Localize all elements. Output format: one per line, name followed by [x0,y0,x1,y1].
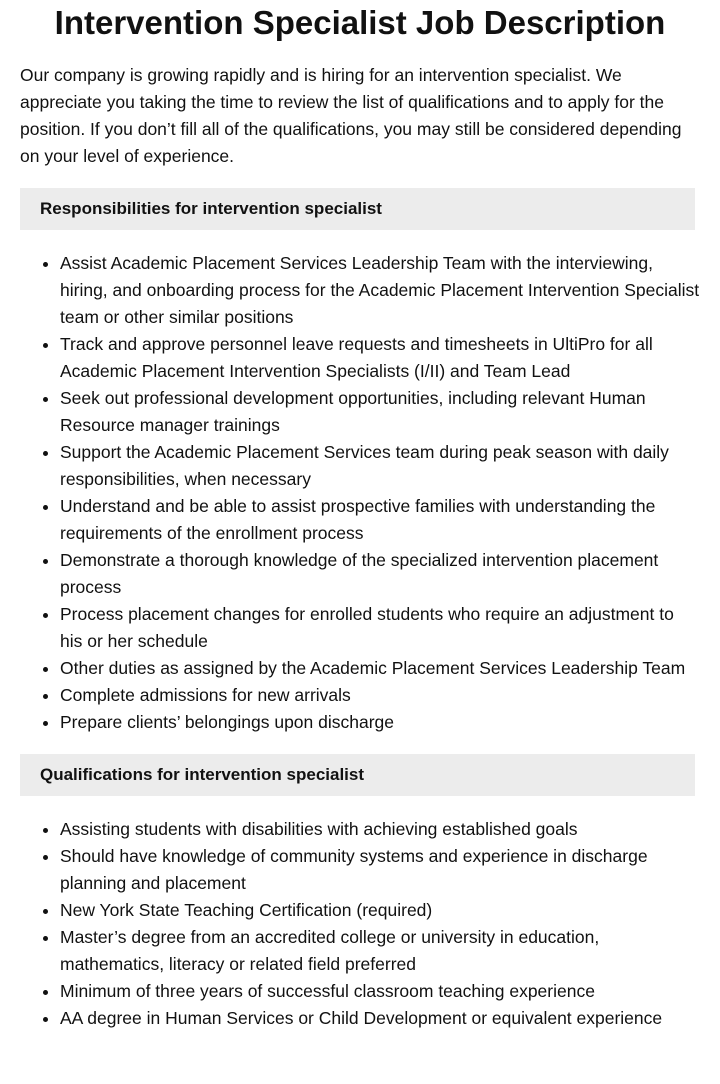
list-item: • Seek out professional development opportunities, including relevant Human Resource manager trainings [60,385,700,439]
qualifications-heading: Qualifications for intervention specialist [20,754,695,796]
list-item: • Prepare clients’ belongings upon discharge [60,709,700,736]
list-item: • Understand and be able to assist prospective families with understanding the requirements of the enrollment process [60,493,700,547]
list-item: • Assist Academic Placement Services Leadership Team with the interviewing, hiring, and onboarding process for the Academic Placement Intervention Specialist team or other similar positions [60,250,700,331]
responsibilities-list [20,250,700,736]
page-title: Intervention Specialist Job Description [54,4,666,41]
list-item: • Support the Academic Placement Services team during peak season with daily responsibilities, when necessary [60,439,700,493]
list-item: • Other duties as assigned by the Academic Placement Services Leadership Team [60,655,700,682]
list-item: • Should have knowledge of community systems and experience in discharge planning and placement [60,843,700,897]
list-item: • Minimum of three years of successful classroom teaching experience [60,978,700,1005]
list-item: • Assisting students with disabilities with achieving established goals [60,816,700,843]
intro-paragraph: Our company is growing rapidly and is hiring for an intervention specialist. We appreciate you taking the time to review the list of qualifications and to apply for the position. If you don’t fill all of the qualifications, you may still be considered depending on your level of experience. [20,65,682,166]
list-item: • Complete admissions for new arrivals [60,682,700,709]
list-item: • Process placement changes for enrolled students who require an adjustment to his or her schedule [60,601,700,655]
qualifications-list [20,816,700,1032]
list-item: • AA degree in Human Services or Child Development or equivalent experience [60,1005,700,1032]
list-item: • Demonstrate a thorough knowledge of the specialized intervention placement process [60,547,700,601]
list-item: • Master’s degree from an accredited college or university in education, mathematics, literacy or related field preferred [60,924,700,978]
list-item: • Track and approve personnel leave requests and timesheets in UltiPro for all Academic Placement Intervention Specialists (I/II) and Team Lead [60,331,700,385]
list-item: • New York State Teaching Certification (required) [60,897,700,924]
responsibilities-heading: Responsibilities for intervention specialist [20,188,695,230]
